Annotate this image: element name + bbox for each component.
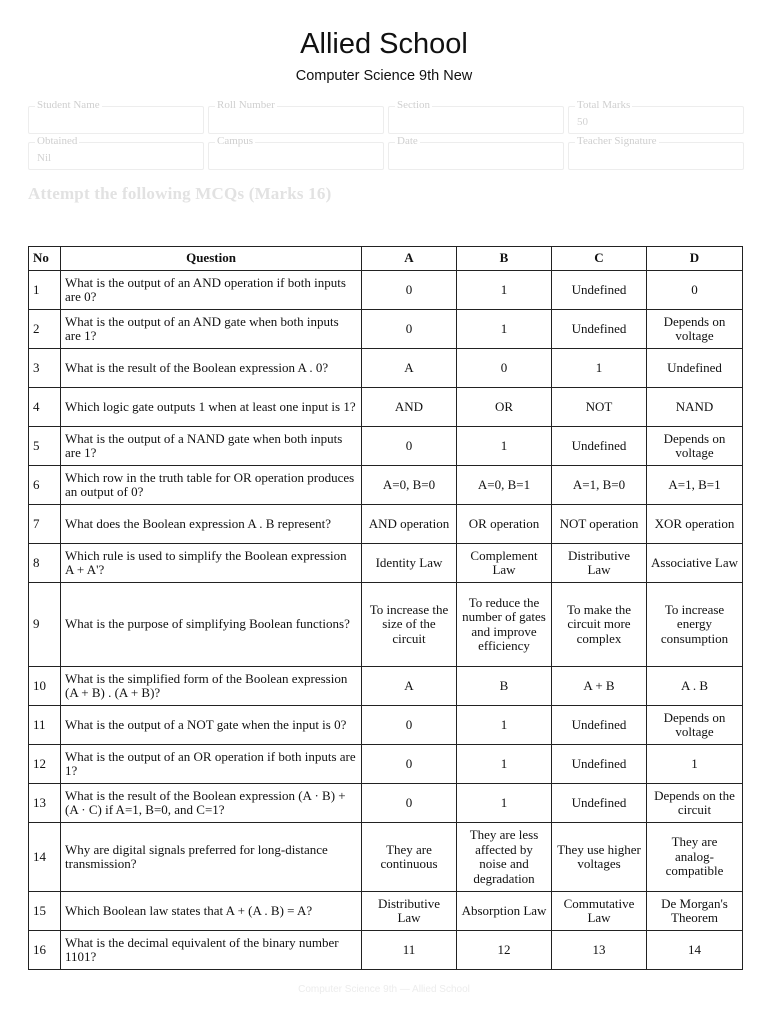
question-text: What is the purpose of simplifying Boolean functions? (61, 583, 362, 667)
table-row (29, 310, 743, 349)
student-info-form (28, 99, 744, 204)
option-c: To make the circuit more complex (552, 583, 647, 667)
question-number: 11 (29, 706, 61, 745)
option-b: A=0, B=1 (457, 466, 552, 505)
option-b: 1 (457, 784, 552, 823)
option-a: Identity Law (362, 544, 457, 583)
question-number: 15 (29, 892, 61, 931)
table-row (29, 667, 743, 706)
option-d: To increase energy consumption (647, 583, 743, 667)
option-c: Undefined (552, 427, 647, 466)
option-d: 0 (647, 271, 743, 310)
question-number: 9 (29, 583, 61, 667)
table-header-row (29, 247, 743, 271)
option-b: Complement Law (457, 544, 552, 583)
question-text: What is the output of an AND operation if both inputs are 0? (61, 271, 362, 310)
field-label: Teacher Signature (577, 135, 657, 147)
option-d: A=1, B=1 (647, 466, 743, 505)
header-b: B (457, 247, 552, 271)
question-text: Which Boolean law states that A + (A . B) = A? (61, 892, 362, 931)
question-text: Which logic gate outputs 1 when at least one input is 1? (61, 388, 362, 427)
option-c: Undefined (552, 745, 647, 784)
option-d: Depends on voltage (647, 310, 743, 349)
question-number: 5 (29, 427, 61, 466)
question-text: What is the output of a NAND gate when both inputs are 1? (61, 427, 362, 466)
option-c: 13 (552, 931, 647, 970)
footer-text: Computer Science 9th — Allied School (298, 984, 470, 995)
option-d: De Morgan's Theorem (647, 892, 743, 931)
question-text: Which row in the truth table for OR operation produces an output of 0? (61, 466, 362, 505)
table-row (29, 505, 743, 544)
table-row (29, 544, 743, 583)
field-label: Student Name (37, 99, 100, 111)
table-body (29, 271, 743, 970)
question-text: What is the result of the Boolean expression A . 0? (61, 349, 362, 388)
option-d: Depends on voltage (647, 706, 743, 745)
option-b: 1 (457, 745, 552, 784)
option-d: They are analog-compatible (647, 823, 743, 892)
option-a: To increase the size of the circuit (362, 583, 457, 667)
option-b: B (457, 667, 552, 706)
option-a: AND operation (362, 505, 457, 544)
table-row (29, 583, 743, 667)
form-field-section (388, 99, 564, 134)
mcq-table (28, 246, 743, 970)
question-text: What is the output of an OR operation if both inputs are 1? (61, 745, 362, 784)
question-number: 2 (29, 310, 61, 349)
option-b: 1 (457, 271, 552, 310)
option-a: They are continuous (362, 823, 457, 892)
option-a: A (362, 349, 457, 388)
table-row (29, 745, 743, 784)
question-number: 6 (29, 466, 61, 505)
form-field-student-name (28, 99, 204, 134)
table-row (29, 706, 743, 745)
question-number: 13 (29, 784, 61, 823)
question-number: 8 (29, 544, 61, 583)
table-row (29, 931, 743, 970)
option-d: Depends on the circuit (647, 784, 743, 823)
option-a: 0 (362, 745, 457, 784)
field-label: Campus (217, 135, 254, 147)
form-field-teacher-signature (568, 135, 744, 170)
field-label: Roll Number (217, 99, 275, 111)
option-c: Distributive Law (552, 544, 647, 583)
option-b: OR (457, 388, 552, 427)
option-d: Undefined (647, 349, 743, 388)
subject-subtitle: Computer Science 9th New (295, 68, 473, 84)
form-field-roll-number (208, 99, 384, 134)
question-number: 14 (29, 823, 61, 892)
form-row-2 (28, 135, 744, 170)
option-a: 0 (362, 271, 457, 310)
question-number: 12 (29, 745, 61, 784)
form-row-1 (28, 99, 744, 134)
option-c: NOT operation (552, 505, 647, 544)
option-a: 0 (362, 706, 457, 745)
option-a: Distributive Law (362, 892, 457, 931)
question-number: 10 (29, 667, 61, 706)
form-field-obtained (28, 135, 204, 170)
table-row (29, 388, 743, 427)
option-c: Undefined (552, 271, 647, 310)
option-c: NOT (552, 388, 647, 427)
option-a: 0 (362, 427, 457, 466)
option-c: A=1, B=0 (552, 466, 647, 505)
option-c: 1 (552, 349, 647, 388)
question-text: Why are digital signals preferred for long-distance transmission? (61, 823, 362, 892)
header-question: Question (61, 247, 362, 271)
option-d: XOR operation (647, 505, 743, 544)
question-number: 3 (29, 349, 61, 388)
field-label: Date (397, 135, 418, 147)
option-d: 1 (647, 745, 743, 784)
question-text: Which rule is used to simplify the Boolean expression A + A'? (61, 544, 362, 583)
question-number: 7 (29, 505, 61, 544)
school-title: Allied School (300, 28, 468, 60)
form-field-date (388, 135, 564, 170)
option-a: 0 (362, 784, 457, 823)
field-label: Section (397, 99, 430, 111)
option-c: A + B (552, 667, 647, 706)
option-b: 0 (457, 349, 552, 388)
table-row (29, 349, 743, 388)
field-value: 50 (577, 116, 588, 128)
option-a: A (362, 667, 457, 706)
field-label: Obtained (37, 135, 78, 147)
option-b: 12 (457, 931, 552, 970)
question-number: 4 (29, 388, 61, 427)
header-d: D (647, 247, 743, 271)
option-c: Undefined (552, 784, 647, 823)
option-b: Absorption Law (457, 892, 552, 931)
question-text: What is the output of a NOT gate when the input is 0? (61, 706, 362, 745)
option-d: Depends on voltage (647, 427, 743, 466)
question-text: What is the simplified form of the Boolean expression (A + B) . (A + B)? (61, 667, 362, 706)
form-field-campus (208, 135, 384, 170)
header-a: A (362, 247, 457, 271)
table-row (29, 823, 743, 892)
question-number: 16 (29, 931, 61, 970)
instructions: Attempt the following MCQs (Marks 16) (28, 184, 332, 203)
option-d: A . B (647, 667, 743, 706)
option-c: Commutative Law (552, 892, 647, 931)
option-a: 0 (362, 310, 457, 349)
table-row (29, 466, 743, 505)
option-b: They are less affected by noise and degradation (457, 823, 552, 892)
option-a: A=0, B=0 (362, 466, 457, 505)
question-number: 1 (29, 271, 61, 310)
option-d: NAND (647, 388, 743, 427)
form-field-total-marks (568, 99, 744, 134)
option-b: To reduce the number of gates and improve efficiency (457, 583, 552, 667)
option-b: 1 (457, 427, 552, 466)
option-b: OR operation (457, 505, 552, 544)
table-row (29, 784, 743, 823)
field-value: Nil (37, 152, 52, 164)
option-d: Associative Law (647, 544, 743, 583)
option-c: Undefined (552, 310, 647, 349)
question-text: What does the Boolean expression A . B represent? (61, 505, 362, 544)
page-header (0, 26, 768, 86)
table-row (29, 271, 743, 310)
option-a: AND (362, 388, 457, 427)
option-b: 1 (457, 706, 552, 745)
question-text: What is the result of the Boolean expression (A · B) + (A · C) if A=1, B=0, and C=1? (61, 784, 362, 823)
table-row (29, 892, 743, 931)
table-row (29, 427, 743, 466)
question-text: What is the output of an AND gate when both inputs are 1? (61, 310, 362, 349)
option-b: 1 (457, 310, 552, 349)
field-label: Total Marks (577, 99, 631, 111)
header-no: No (29, 247, 61, 271)
option-c: They use higher voltages (552, 823, 647, 892)
header-c: C (552, 247, 647, 271)
option-a: 11 (362, 931, 457, 970)
option-c: Undefined (552, 706, 647, 745)
question-text: What is the decimal equivalent of the binary number 1101? (61, 931, 362, 970)
option-d: 14 (647, 931, 743, 970)
